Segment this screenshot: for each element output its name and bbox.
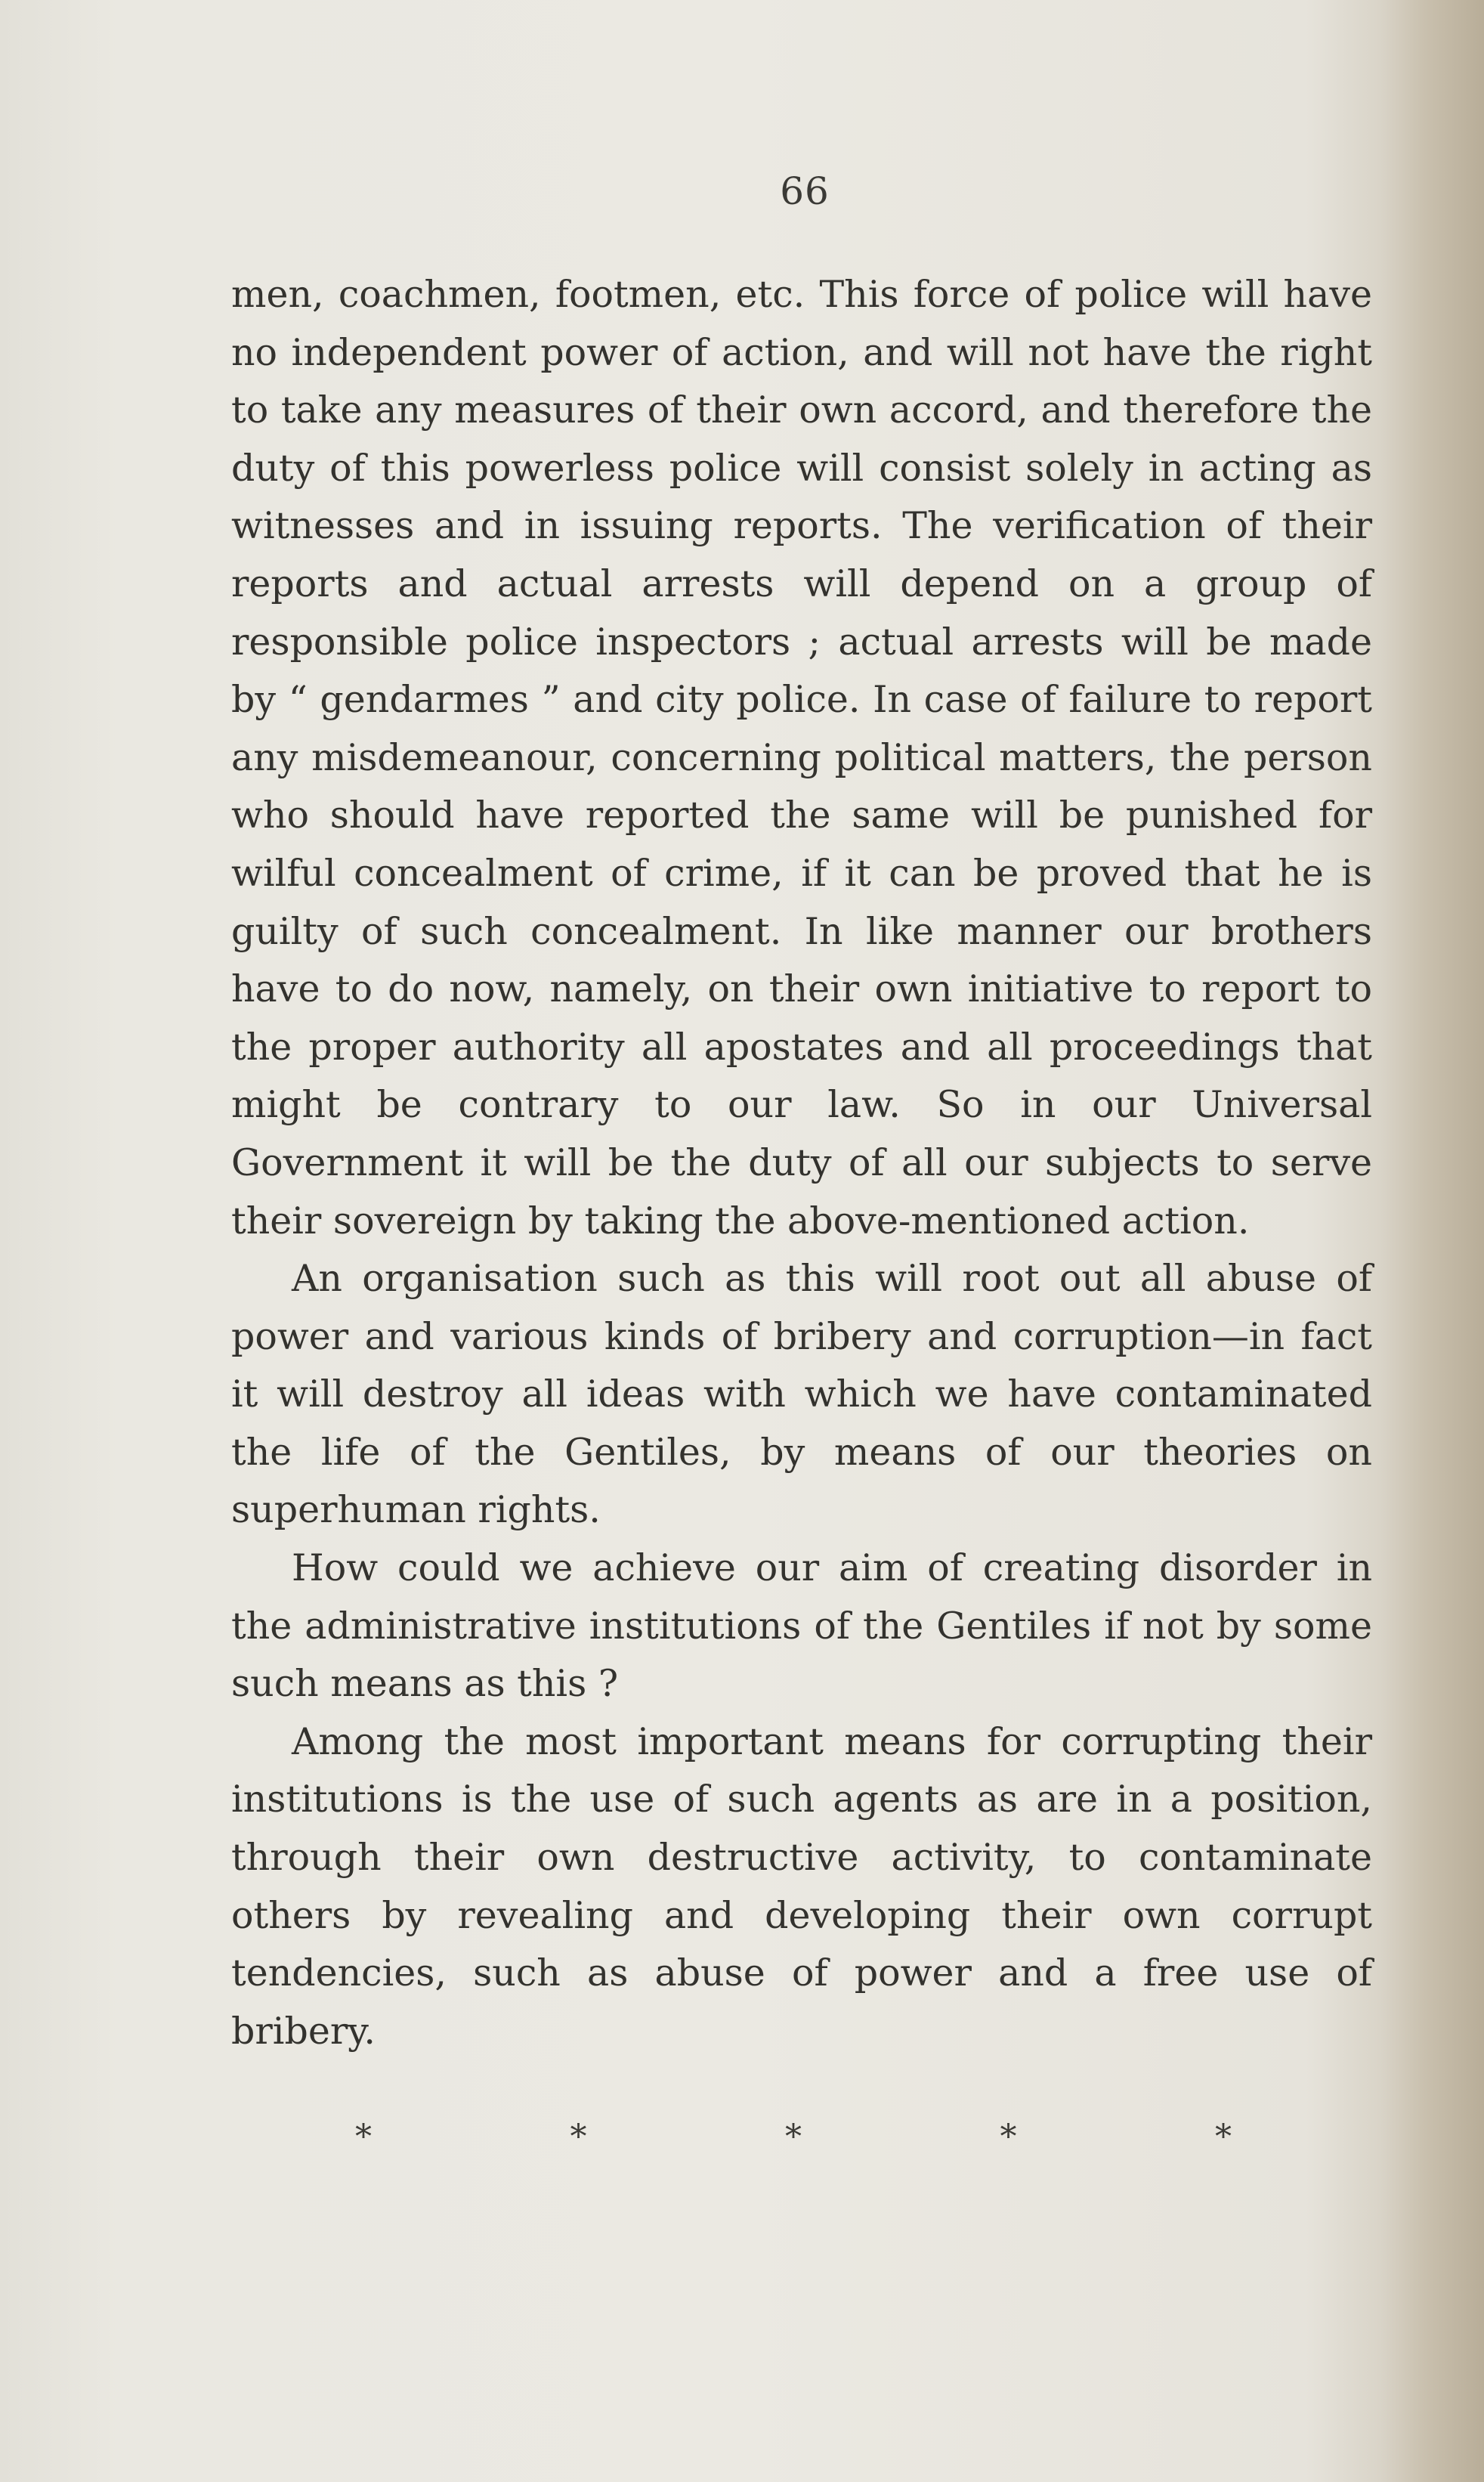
paragraph-2: An organisation such as this will root out all abuse of power and various kinds of bribery and corruption—in fact it will destroy all ideas with which we have contaminated the life of the Gentiles, by means of our theories on superhuman rights. — [231, 1257, 1372, 1532]
body-text — [231, 266, 1372, 2060]
paragraph-1: men, coachmen, footmen, etc. This force of police will have no independent power of action, and will not have the right to take any measures of their own accord, and therefore the duty of this powerless police will consist solely in acting as witnesses and in issuing reports. The verification of their reports and actual arrests will depend on a group of responsible police inspectors ; actual arrests will be made by “ gendarmes ” and city police. In case of failure to report any misdemeanour, concerning political matters, the person who should have reported the same will be punished for wilful concealment of crime, if it can be proved that he is guilty of such concealment. In like manner our brothers have to do now, namely, on their own initiative to report to the proper authority all apostates and all proceedings that might be contrary to our law. So in our Universal Government it will be the duty of all our subjects to serve their sovereign by taking the above-mentioned action. — [231, 273, 1372, 1243]
paragraph-4: Among the most important means for corrupting their institutions is the use of such agents as are in a position, through their own destructive activity, to contaminate others by revealing and developing their own corrupt tendencies, such as abuse of power and a free use of bribery. — [231, 1719, 1372, 2053]
page-number: 66 — [780, 169, 830, 213]
section-break — [355, 2118, 1232, 2156]
asterisk-3: * — [785, 2118, 802, 2156]
asterisk-1: * — [355, 2118, 372, 2156]
paragraph-3: How could we achieve our aim of creating disorder in the administrative institutions of the Gentiles if not by some such means as this ? — [231, 1546, 1372, 1706]
asterisk-5: * — [1215, 2118, 1232, 2156]
asterisk-4: * — [1000, 2118, 1017, 2156]
asterisk-2: * — [570, 2118, 587, 2156]
